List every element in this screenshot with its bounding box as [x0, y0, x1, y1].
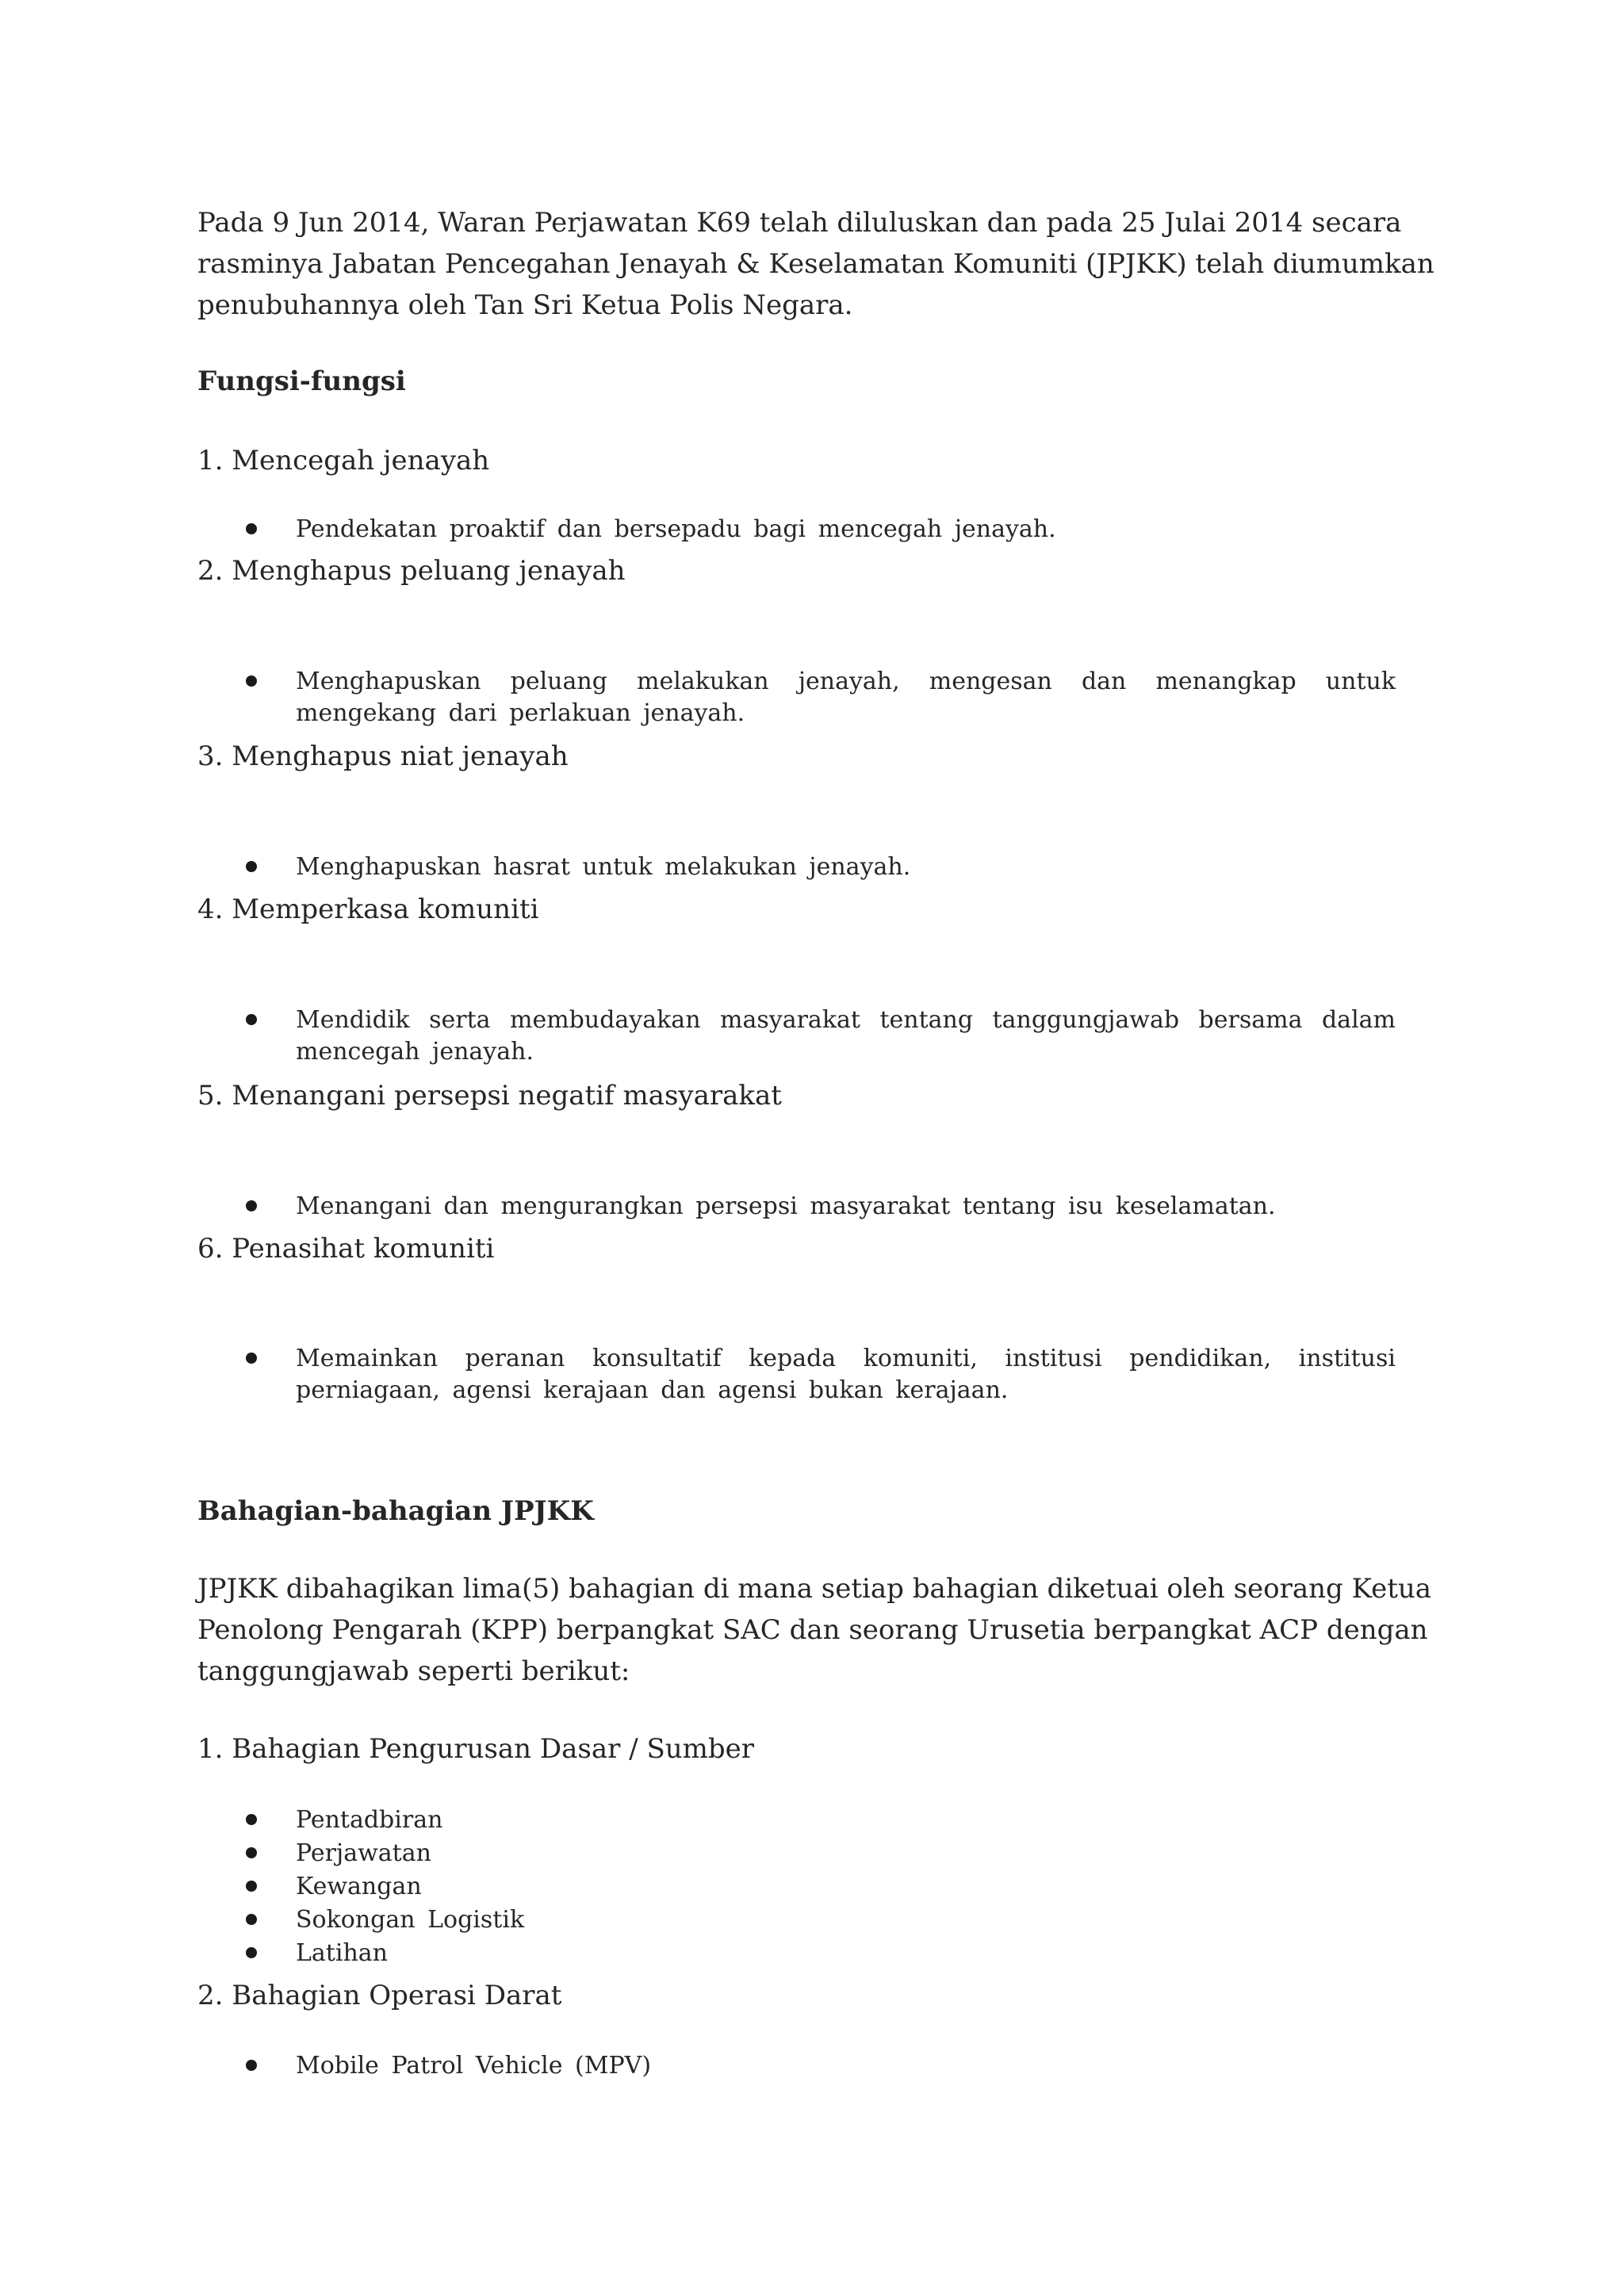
divisions-heading: Bahagian-bahagian JPJKK — [197, 1495, 594, 1527]
list-item — [246, 1871, 1396, 1903]
bullet-text: Sokongan Logistik — [296, 1906, 525, 1934]
list-item — [246, 1938, 1396, 1969]
list-item — [246, 1004, 1396, 1068]
list-item — [246, 1904, 1396, 1936]
intro-paragraph: Pada 9 Jun 2014, Waran Perjawatan K69 telah diluluskan dan pada 25 Julai 2014 secara rasminya Jabatan Pencegahan Jenayah & Keselamatan Komuniti (JPJKK) telah diumumkan penubuhannya oleh Tan Sri Ketua Polis Negara. — [197, 207, 1434, 321]
bullet-icon — [246, 1914, 257, 1925]
bullet-text: Memainkan peranan konsultatif kepada komuniti, institusi pendidikan, institusi perniagaan, agensi kerajaan dan agensi bukan kerajaan. — [296, 1345, 1396, 1404]
list-item — [246, 666, 1396, 729]
function-title-6: 6. Penasihat komuniti — [197, 1233, 495, 1265]
bullet-text: Pendekatan proaktif dan bersepadu bagi mencegah jenayah. — [296, 515, 1056, 543]
bullet-text: Mobile Patrol Vehicle (MPV) — [296, 2052, 652, 2080]
bullet-text: Kewangan — [296, 1873, 422, 1900]
bullet-icon — [246, 1014, 257, 1025]
bullet-icon — [246, 1881, 257, 1892]
bullet-text: Menghapuskan hasrat untuk melakukan jenayah. — [296, 853, 911, 881]
bullet-icon — [246, 675, 257, 687]
list-item — [246, 1838, 1396, 1869]
bullet-text: Menangani dan mengurangkan persepsi masyarakat tentang isu keselamatan. — [296, 1192, 1276, 1220]
divisions-intro-paragraph: JPJKK dibahagikan lima(5) bahagian di mana setiap bahagian diketuai oleh seorang Ketua Penolong Pengarah (KPP) berpangkat SAC dan seorang Urusetia berpangkat ACP dengan tanggungjawab seperti berikut: — [197, 1573, 1432, 1687]
bullet-text: Latihan — [296, 1939, 388, 1967]
bullet-text: Menghapuskan peluang melakukan jenayah, mengesan dan menangkap untuk mengekang dari perlakuan jenayah. — [296, 668, 1396, 727]
function-title-2: 2. Menghapus peluang jenayah — [197, 555, 626, 587]
bullet-icon — [246, 1200, 257, 1211]
bullet-icon — [246, 2060, 257, 2071]
bullet-icon — [246, 1947, 257, 1958]
bullet-text: Perjawatan — [296, 1839, 431, 1867]
functions-heading: Fungsi-fungsi — [197, 365, 406, 397]
list-item — [246, 2050, 1396, 2082]
bullet-icon — [246, 861, 257, 872]
function-title-4: 4. Memperkasa komuniti — [197, 894, 539, 925]
bullet-text: Mendidik serta membudayakan masyarakat tentang tanggungjawab bersama dalam mencegah jenayah. — [296, 1006, 1396, 1066]
list-item — [246, 514, 1396, 545]
bullet-icon — [246, 523, 257, 534]
list-item — [246, 1804, 1396, 1836]
list-item — [246, 1191, 1396, 1223]
function-title-1: 1. Mencegah jenayah — [197, 445, 490, 476]
function-title-3: 3. Menghapus niat jenayah — [197, 740, 569, 772]
bullet-icon — [246, 1814, 257, 1825]
division-title-2: 2. Bahagian Operasi Darat — [197, 1980, 562, 2011]
function-title-5: 5. Menangani persepsi negatif masyarakat — [197, 1080, 782, 1112]
list-item — [246, 1343, 1396, 1406]
division-title-1: 1. Bahagian Pengurusan Dasar / Sumber — [197, 1733, 755, 1765]
bullet-text: Pentadbiran — [296, 1806, 443, 1834]
list-item — [246, 851, 1396, 883]
bullet-icon — [246, 1847, 257, 1858]
bullet-icon — [246, 1353, 257, 1364]
